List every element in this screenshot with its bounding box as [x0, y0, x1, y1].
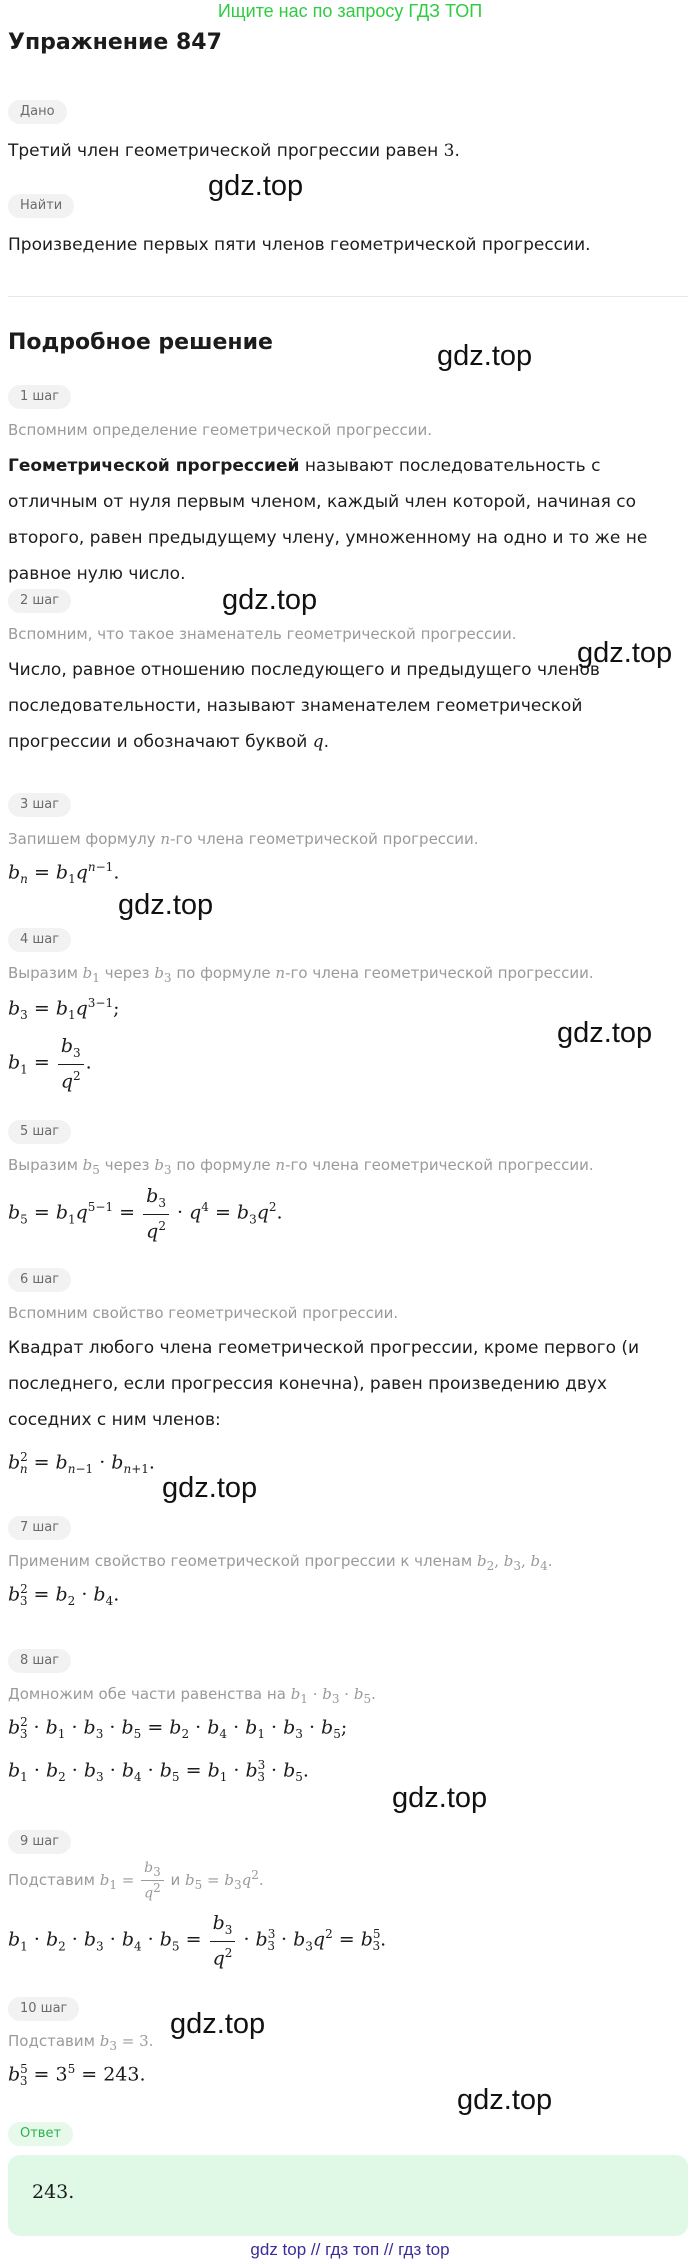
formula-b1: $b_1$ = $\frac{b_3}{q^2}$ . [8, 1035, 92, 1093]
step-6-hint: Вспомним свойство геометрической прогрессии. [8, 1304, 399, 1322]
step-5-hint-b: через [104, 1156, 150, 1174]
step-7-hint: Применим свойство геометрической прогрессии к членам $b_2$, $b_3$, $b_4$. [8, 1552, 553, 1573]
given-badge: Дано [8, 100, 67, 124]
step-4-hint: Выразим $b_1$ через $b_3$ по формуле n-го члена геометрической прогрессии. [8, 964, 594, 985]
formula-substituted: $b_1 \cdot b_2 \cdot b_3 \cdot b_4 \cdot b_5$ = $\frac{b_3}{q^2}$ · $b^3_3 \cdot b_3q^2 = b^5_3$. [8, 1912, 387, 1970]
step-3-hint-b: -го члена геометрической прогрессии. [170, 830, 479, 848]
step-5-hint: Выразим $b_5$ через $b_3$ по формуле n-го члена геометрической прогрессии. [8, 1156, 594, 1177]
step-2-body: Число, равное отношению последующего и предыдущего членов последовательности, называют знаменателем геометрической прогрессии и обозначают буквой [8, 660, 600, 752]
step-2-text: Число, равное отношению последующего и предыдущего членов последовательности, называют знаменателем геометрической прогрессии и обозначают буквой q. [8, 660, 600, 752]
step-8-hint-text: Домножим обе части равенства на [8, 1685, 286, 1703]
watermark: gdz.top [170, 2008, 266, 2040]
step-4-badge: 4 шаг [8, 928, 71, 952]
formula-b3-squared: $b^2_3 = b_2 \cdot b_4$. [8, 1582, 120, 1609]
answer-value: 243. [32, 2181, 75, 2203]
step-10-hint: Подставим $b_3 = 3$. [8, 2032, 154, 2053]
step-10-hint-text: Подставим [8, 2032, 95, 2050]
step-5-hint-c: по формуле [176, 1156, 271, 1174]
formula-multiplied-2: $b_1 \cdot b_2 \cdot b_3 \cdot b_4 \cdot b_5 = b_1 \cdot b^3_3 \cdot b_5$. [8, 1758, 309, 1785]
answer-badge: Ответ [8, 2122, 73, 2146]
step-1-body: называют последовательность с отличным от нуля первым членом, каждый член которой, начиная со второго, равен предыдущему члену, умноженному на одно и то же не равное нулю число. [8, 456, 648, 584]
step-8-hint: Домножим обе части равенства на $b_1 \cdot b_3 \cdot b_5$. [8, 1685, 376, 1706]
step-8-badge: 8 шаг [8, 1649, 71, 1673]
watermark: gdz.top [557, 1017, 653, 1049]
step-2-badge: 2 шаг [8, 589, 71, 613]
step-7-hint-text: Применим свойство геометрической прогрессии к членам [8, 1552, 473, 1570]
step-1-hint: Вспомним определение геометрической прогрессии. [8, 421, 433, 439]
step-2-var: q [312, 732, 324, 752]
formula-b3: $b_3 = b_1q^{3-1}$; [8, 996, 120, 1023]
step-4-hint-d: -го члена геометрической прогрессии. [285, 964, 594, 982]
solution-title: Подробное решение [8, 330, 273, 355]
section-divider [8, 296, 688, 297]
given-sentence: Третий член геометрической прогрессии равен [8, 141, 439, 161]
step-5-hint-var: n [275, 1156, 286, 1174]
step-7-badge: 7 шаг [8, 1516, 71, 1540]
step-9-hint: Подставим $b_1$ = $\frac{b_3}{q^2}$ и $b_5 = b_3q^2$. [8, 1859, 264, 1902]
step-1-definition [8, 448, 688, 592]
search-banner[interactable]: Ищите нас по запросу ГДЗ ТОП [217, 1, 483, 21]
watermark: gdz.top [118, 889, 214, 921]
footer-links[interactable]: gdz top // гдз топ // гдз top [250, 2240, 450, 2259]
answer-box [8, 2155, 688, 2236]
step-4-hint-c: по формуле [176, 964, 271, 982]
page-title: Упражнение 847 [8, 30, 222, 55]
given-text: Третий член геометрической прогрессии равен 3. [8, 141, 460, 161]
step-9-badge: 9 шаг [8, 1830, 71, 1854]
watermark: gdz.top [577, 637, 673, 669]
step-10-badge: 10 шаг [8, 1997, 79, 2021]
watermark: gdz.top [457, 2084, 553, 2116]
formula-b5: $b_5 = b_1q^{5-1}$ = $\frac{b_3}{q^2}$ · $q^4 = b_3q^2$. [8, 1185, 283, 1243]
given-value: 3 [443, 141, 455, 161]
watermark: gdz.top [162, 1472, 258, 1504]
watermark: gdz.top [222, 584, 318, 616]
step-2-hint: Вспомним, что такое знаменатель геометрической прогрессии. [8, 625, 517, 643]
step-4-hint-a: Выразим [8, 964, 78, 982]
step-3-hint [8, 828, 688, 850]
step-3-badge: 3 шаг [8, 793, 71, 817]
step-5-badge: 5 шаг [8, 1120, 71, 1144]
watermark: gdz.top [208, 170, 304, 202]
step-4-hint-var: n [275, 964, 286, 982]
step-9-hint-a: Подставим [8, 1871, 95, 1889]
step-6-badge: 6 шаг [8, 1268, 71, 1292]
formula-multiplied-1: $b^2_3 \cdot b_1 \cdot b_3 \cdot b_5 = b_2 \cdot b_4 \cdot b_1 \cdot b_3 \cdot b_5$; [8, 1715, 348, 1742]
result-value: 243 [103, 2063, 140, 2086]
step-5-hint-d: -го члена геометрической прогрессии. [285, 1156, 594, 1174]
step-1-badge: 1 шаг [8, 385, 71, 409]
find-text: Произведение первых пяти членов геометрической прогрессии. [8, 235, 591, 255]
step-9-hint-b: и [170, 1871, 181, 1889]
watermark: gdz.top [437, 340, 533, 372]
step-3-hint-var: n [160, 830, 171, 848]
formula-property: $b^2_n = b_{n-1} \cdot b_{n+1}$. [8, 1450, 155, 1477]
find-badge: Найти [8, 194, 74, 218]
step-6-text: Квадрат любого члена геометрической прогрессии, кроме первого (и последнего, если прогрессия конечна), равен произведению двух соседних с ним членов: [8, 1338, 640, 1430]
step-3-hint-a: Запишем формулу [8, 830, 156, 848]
step-1-term: Геометрической прогрессией [8, 456, 300, 476]
watermark: gdz.top [392, 1782, 488, 1814]
formula-result: $b^5_3 = 3^5 = 243$. [8, 2062, 146, 2089]
formula-nth-term: $b_n = b_1q^{n-1}$. [8, 860, 120, 887]
step-4-hint-b: через [104, 964, 150, 982]
step-5-hint-a: Выразим [8, 1156, 78, 1174]
